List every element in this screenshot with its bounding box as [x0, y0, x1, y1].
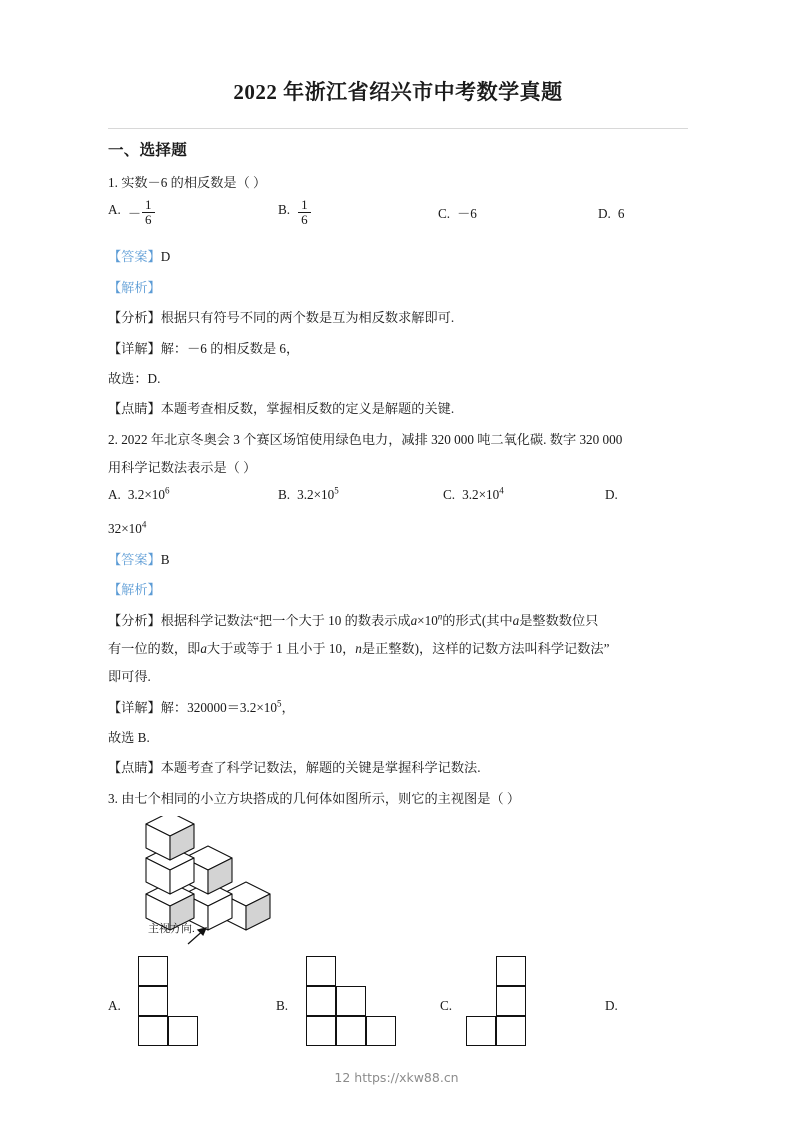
option-label: B.: [278, 202, 291, 218]
option-label: B.: [278, 487, 291, 503]
option-label: D.: [598, 206, 611, 222]
option-label: A.: [108, 487, 121, 503]
option-base: 3.2×10: [127, 487, 165, 503]
answer-tag: 【答案】: [108, 551, 161, 567]
option-value: [128, 485, 170, 505]
math-exponent-n: n: [437, 611, 443, 622]
question-2-analysis-line-1: [108, 610, 688, 631]
math-variable-a: a: [200, 640, 207, 656]
shape-cell: [138, 986, 168, 1016]
detail-math-exponent: 5: [276, 698, 282, 709]
question-2-options: [108, 485, 688, 509]
shape-cell: [306, 986, 336, 1016]
option-value: 6: [617, 206, 625, 222]
question-1-analysis-head: [108, 277, 688, 298]
question-3-option-a-label: A.: [108, 998, 121, 1014]
fraction-numerator: 1: [301, 197, 308, 213]
math-variable-a: a: [410, 612, 418, 628]
option-value: [127, 197, 156, 228]
detail-math-base: 320000＝3.2×10: [187, 699, 277, 715]
question-2-answer: [108, 549, 688, 570]
option-exponent: 6: [164, 485, 170, 496]
question-2-detail: [108, 697, 688, 718]
option-label: A.: [108, 202, 121, 218]
question-1-analysis: [108, 307, 688, 328]
question-3-option-d-label: D.: [605, 998, 618, 1014]
question-2-stem-line-2: 用科学记数法表示是（ ）: [108, 460, 257, 475]
question-1-highlight: [108, 398, 688, 419]
detail-prefix: 解：: [160, 699, 188, 715]
question-1-detail-conclusion: 故选：D.: [108, 370, 161, 386]
question-1-stem: 1. 实数－6 的相反数是（ ）: [108, 175, 267, 190]
detail-text: 解：－6 的相反数是 6，: [160, 340, 300, 356]
option-label: D.: [605, 487, 618, 503]
option-base: 3.2×10: [462, 487, 500, 503]
question-1-option-d[interactable]: [598, 204, 624, 224]
option-value: [297, 197, 312, 228]
question-3-stem: 3. 由七个相同的小立方块搭成的几何体如图所示，则它的主视图是（ ）: [108, 790, 521, 806]
analysis-text-a: 根据科学记数法“把一个大于 10 的数表示成: [160, 612, 411, 628]
shape-cell: [366, 1016, 396, 1046]
analysis-text-a: 有一位的数，即: [108, 640, 201, 656]
option-base: 3.2×10: [297, 487, 335, 503]
question-2-option-d-wrapped[interactable]: [108, 518, 688, 539]
fraction-numerator: 1: [145, 197, 152, 213]
fraction-denominator: 6: [301, 212, 308, 228]
analysis-tag: 【解析】: [108, 279, 161, 295]
question-2-option-c[interactable]: [443, 485, 504, 505]
analysis-text-c: 是正整数)，这样的记数方法叫科学记数法”: [361, 640, 610, 656]
detail-math-tail: ，: [281, 699, 295, 715]
shape-cell: [138, 956, 168, 986]
question-3-option-c-shape[interactable]: [466, 956, 528, 1048]
shape-cell: [306, 956, 336, 986]
shape-cell: [138, 1016, 168, 1046]
option-label: C.: [443, 487, 456, 503]
page-content: [108, 76, 688, 1048]
question-3-option-b-shape[interactable]: [306, 956, 398, 1048]
title-divider: [108, 128, 688, 129]
question-2-option-a[interactable]: [108, 485, 169, 505]
highlight-label: 【点睛】: [108, 401, 161, 417]
question-3-option-a-shape[interactable]: [138, 956, 200, 1048]
math-power-base: ×10: [417, 612, 438, 628]
question-1-option-a[interactable]: [108, 197, 156, 228]
analysis-text: 根据只有符号不同的两个数是互为相反数求解即可.: [160, 310, 455, 326]
question-1-options: [108, 197, 688, 240]
highlight-text: 本题考查相反数，掌握相反数的定义是解题的关键.: [160, 401, 455, 417]
answer-letter: D: [160, 249, 171, 265]
question-2-analysis-line-3: 即可得.: [108, 669, 151, 685]
page-footer: 12 https://xkw88.cn: [334, 1070, 459, 1085]
shape-cell: [496, 956, 526, 986]
view-direction-label: 主视方向.: [148, 923, 195, 936]
highlight-text: 本题考查了科学记数法，解题的关键是掌握科学记数法.: [160, 760, 481, 776]
shape-cell: [336, 1016, 366, 1046]
detail-label: 【详解】: [108, 340, 161, 356]
math-variable-n: n: [355, 640, 362, 656]
fraction-one-sixth: [142, 198, 155, 226]
question-3-option-b-label: B.: [276, 998, 289, 1014]
option-value: [297, 485, 339, 505]
option-exponent: 5: [334, 485, 339, 496]
option-exponent: 4: [499, 485, 504, 496]
question-1-detail: [108, 338, 688, 359]
answer-tag: 【答案】: [108, 249, 161, 265]
fraction-one-sixth: [298, 198, 311, 226]
option-value: [462, 485, 504, 505]
shape-cell: [496, 986, 526, 1016]
analysis-text-b: 大于或等于 1 且小于 10，: [206, 640, 356, 656]
minus-sign: －: [127, 205, 142, 221]
question-2-option-d[interactable]: [605, 485, 625, 505]
question-1-option-c[interactable]: [438, 204, 477, 224]
analysis-text-b: 的形式(其中: [442, 612, 513, 628]
question-2-stem-line-1: 2. 2022 年北京冬奥会 3 个赛区场馆使用绿色电力，减排 320 000 吨二氧化碳. 数字 320 000: [108, 431, 623, 447]
question-2-detail-conclusion: 故选 B.: [108, 730, 150, 745]
analysis-text-c: 是整数数位只: [519, 612, 599, 628]
analysis-label: 【分析】: [108, 612, 161, 628]
question-3-options: [108, 952, 688, 1048]
question-2-analysis-head: [108, 579, 688, 600]
fraction-denominator: 6: [145, 212, 152, 228]
question-2-analysis-line-2: [108, 638, 688, 659]
analysis-label: 【分析】: [108, 310, 161, 326]
detail-label: 【详解】: [108, 699, 161, 715]
question-3-option-c-label: C.: [440, 998, 453, 1014]
shape-cell: [306, 1016, 336, 1046]
question-2-highlight: [108, 757, 688, 778]
option-value: －6: [457, 206, 477, 222]
question-2-option-b[interactable]: [278, 485, 339, 505]
question-1-answer: [108, 246, 688, 267]
question-1-option-b[interactable]: [278, 197, 312, 228]
shape-cell: [336, 986, 366, 1016]
shape-cell: [168, 1016, 198, 1046]
answer-letter: B: [160, 551, 170, 567]
option-label: C.: [438, 206, 451, 222]
shape-cell: [466, 1016, 496, 1046]
option-base: 32×10: [108, 521, 142, 537]
section-heading: 一、选择题: [108, 142, 188, 159]
math-variable-a: a: [512, 612, 520, 628]
question-3-solid-figure: [126, 816, 326, 946]
shape-cell: [496, 1016, 526, 1046]
page-title: 2022 年浙江省绍兴市中考数学真题: [233, 80, 563, 104]
analysis-tag: 【解析】: [108, 582, 161, 598]
option-exponent: 4: [141, 519, 147, 530]
highlight-label: 【点睛】: [108, 760, 161, 776]
